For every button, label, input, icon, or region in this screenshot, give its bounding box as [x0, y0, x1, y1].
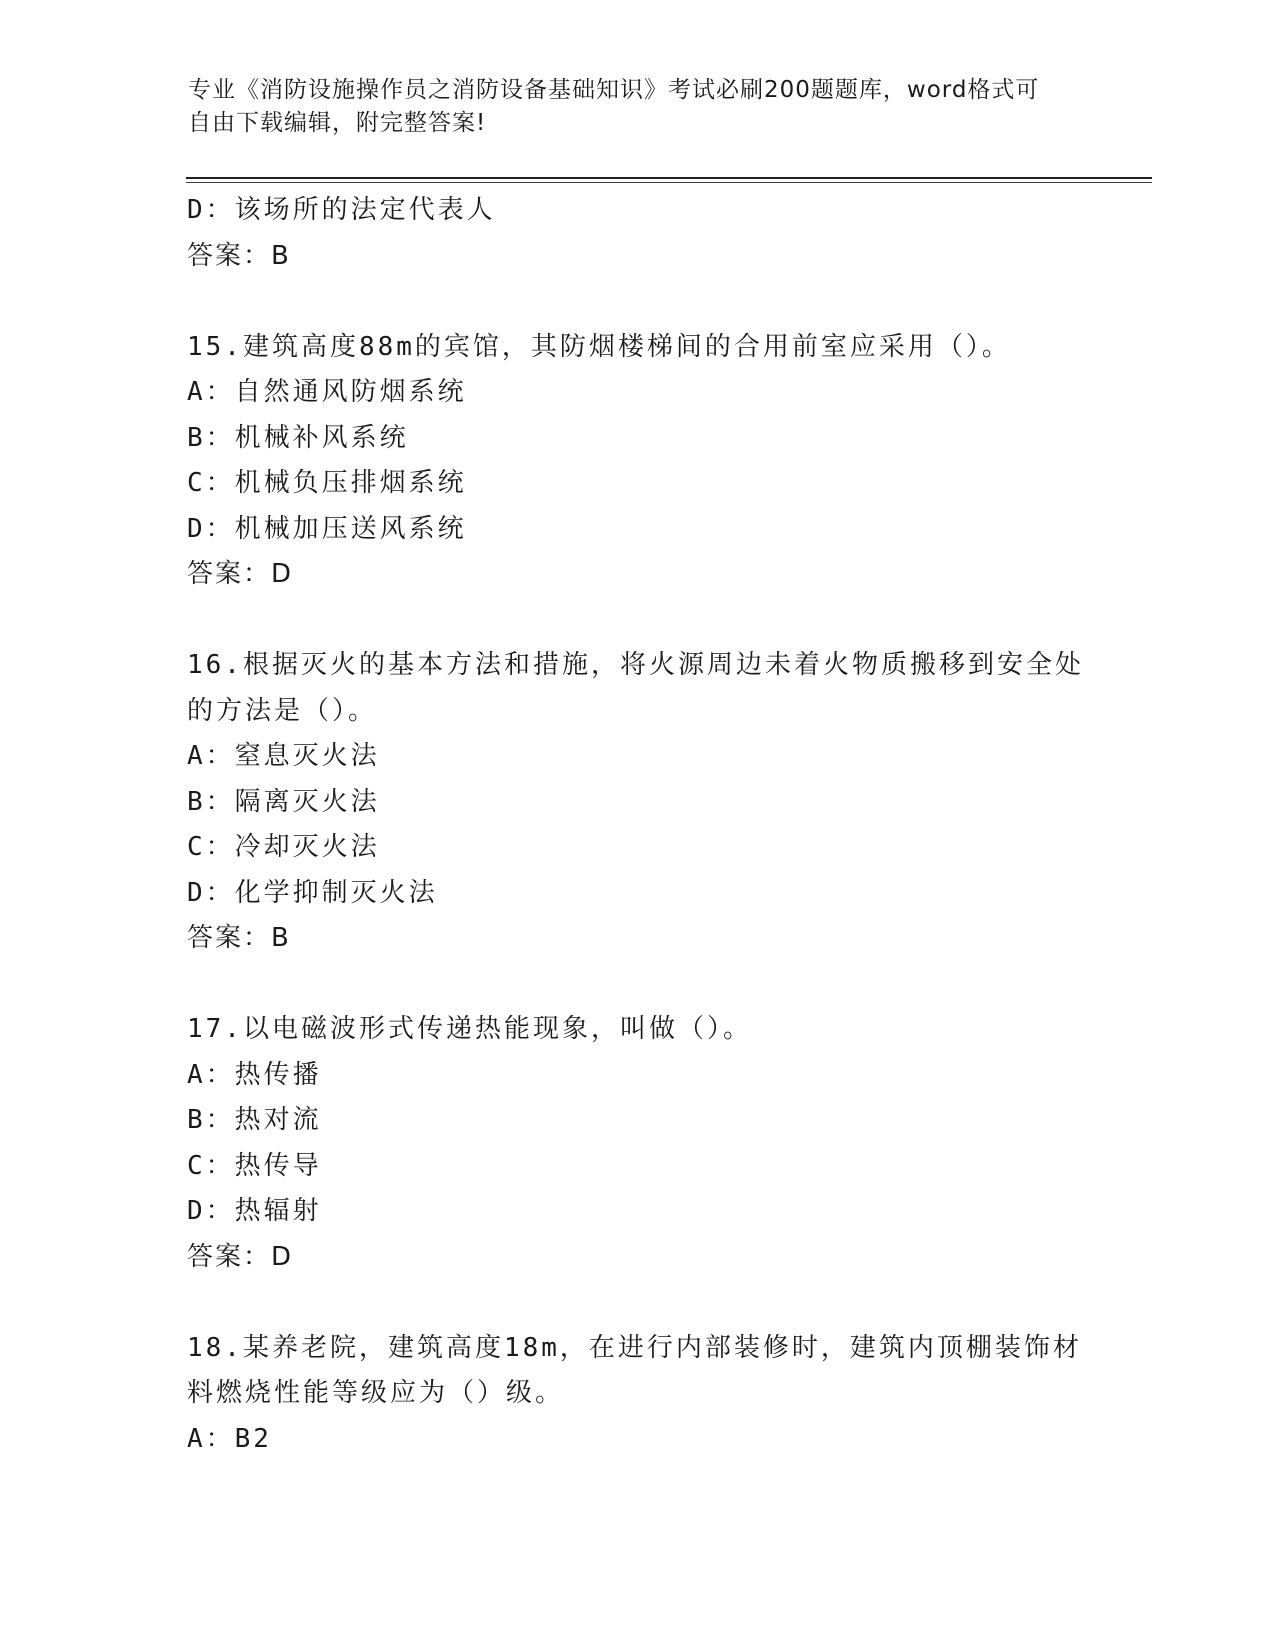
option-b: B：热对流 — [187, 1105, 322, 1135]
document-body — [187, 188, 1152, 1462]
option-d: D：化学抑制灭火法 — [187, 877, 438, 908]
spacer — [187, 1280, 1152, 1326]
option-c: C：冷却灭火法 — [187, 832, 380, 862]
question-text-continued: 料燃烧性能等级应为（）级。 — [187, 1378, 565, 1408]
header-line-1: 专业《消防设施操作员之消防设备基础知识》考试必刷200题题库，word格式可 — [188, 77, 1040, 103]
answer: 答案：B — [187, 240, 291, 271]
header-divider-thick — [186, 177, 1152, 179]
answer: 答案：D — [187, 1241, 294, 1272]
header-line-2: 自由下载编辑，附完整答案! — [188, 110, 487, 136]
option-a: A：B2 — [187, 1423, 272, 1454]
question-15 — [187, 325, 1152, 598]
answer: 答案：B — [187, 923, 291, 953]
option-d: D：机械加压送风系统 — [187, 513, 467, 544]
question-text: 18.某养老院，建筑高度18m，在进行内部装修时，建筑内顶棚装饰材 — [187, 1332, 1082, 1363]
question-17 — [187, 1007, 1152, 1280]
question-text: 15.建筑高度88m的宾馆，其防烟楼梯间的合用前室应采用（）。 — [187, 331, 1011, 362]
option-c: C：热传导 — [187, 1150, 322, 1181]
question-18 — [187, 1326, 1152, 1463]
question-16 — [187, 643, 1152, 962]
question-text-continued: 的方法是（）。 — [187, 695, 378, 726]
spacer — [187, 279, 1152, 325]
option-d: D：该场所的法定代表人 — [187, 195, 496, 225]
option-a: A：自然通风防烟系统 — [187, 377, 467, 407]
spacer — [187, 962, 1152, 1008]
spacer — [187, 598, 1152, 644]
option-d: D：热辐射 — [187, 1196, 322, 1226]
option-a: A：热传播 — [187, 1059, 322, 1090]
header-divider-thin — [186, 182, 1152, 183]
document-header — [188, 74, 1078, 140]
answer: 答案：D — [187, 559, 294, 589]
option-b: B：隔离灭火法 — [187, 786, 380, 817]
question-text: 16.根据灭火的基本方法和措施，将火源周边未着火物质搬移到安全处 — [187, 650, 1084, 680]
option-b: B：机械补风系统 — [187, 422, 409, 453]
option-c: C：机械负压排烟系统 — [187, 468, 467, 498]
question-text: 17.以电磁波形式传递热能现象，叫做（）。 — [187, 1014, 752, 1044]
option-a: A：窒息灭火法 — [187, 741, 380, 771]
